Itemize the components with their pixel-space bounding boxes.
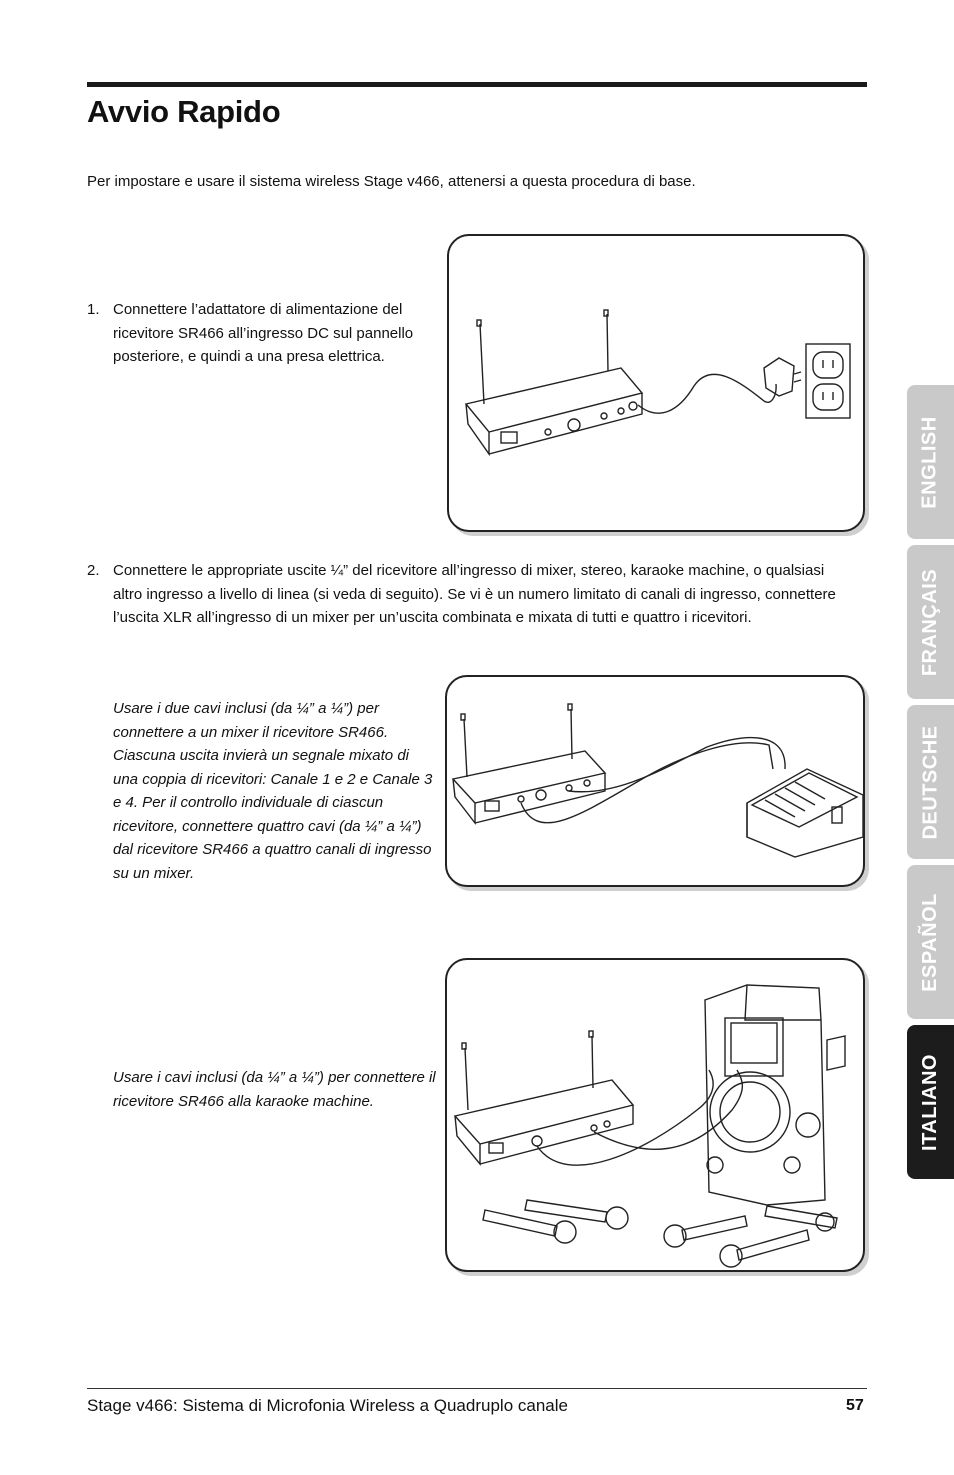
- header-rule: [87, 82, 867, 87]
- karaoke-note: Usare i cavi inclusi (da ¼” a ¼”) per connettere il ricevitore SR466 alla karaoke machine.: [113, 1069, 436, 1110]
- karaoke-connection-illustration: [445, 958, 865, 1272]
- receiver-karaoke-drawing: [447, 960, 863, 1270]
- tab-italiano[interactable]: [907, 1025, 954, 1179]
- power-connection-illustration: [447, 234, 865, 532]
- tab-english[interactable]: [907, 385, 954, 539]
- tab-deutsche[interactable]: [907, 705, 954, 859]
- mixer-connection-illustration: [445, 675, 865, 887]
- step-1-text: Connettere l’adattatore di alimentazione del ricevitore SR466 all’ingresso DC sul pannello posteriore, e quindi a una presa elettrica.: [113, 301, 414, 365]
- step-2-number: 2.: [87, 562, 100, 579]
- tab-italiano-label: ITALIANO: [919, 1053, 942, 1151]
- tab-francais-label: FRANÇAIS: [919, 568, 941, 676]
- tab-deutsche-label: DEUTSCHE: [919, 724, 942, 840]
- tab-espanol[interactable]: [907, 865, 954, 1019]
- tab-francais[interactable]: [907, 545, 954, 699]
- mixer-note: Usare i due cavi inclusi (da ¼” a ¼”) per connettere a un mixer il ricevitore SR466. Ciascuna uscita invierà un segnale mixato di una coppia di ricevitori: Canale 1 e 2 e Canale 3 e 4. Per il controllo individuale di ciascun ricevitore, connettere quattro cavi (da ¼” a ¼”) dal ricevitore SR466 a quattro canali di ingresso su un mixer.: [113, 700, 433, 882]
- page-number: 57: [846, 1397, 864, 1414]
- intro-text: Per impostare e usare il sistema wireless Stage v466, attenersi a questa procedura di base.: [87, 173, 696, 190]
- tab-english-label: ENGLISH: [919, 415, 941, 509]
- receiver-mixer-drawing: [447, 677, 863, 885]
- step-1-number: 1.: [87, 301, 100, 318]
- page-title: Avvio Rapido: [87, 94, 281, 129]
- step-2-text: Connettere le appropriate uscite ¼” del ricevitore all’ingresso di mixer, stereo, karaoke machine, o qualsiasi altro ingresso a livello di linea (si veda di seguito). Se vi è un numero limitato di canali di ingresso, connettere l’uscita XLR all’ingresso di un mixer per un’uscita combinata e mixata di tutti e quattro i ricevitori.: [113, 562, 836, 626]
- footer-title: Stage v466: Sistema di Microfonia Wireless a Quadruplo canale: [87, 1396, 568, 1415]
- footer-rule: [87, 1388, 867, 1389]
- tab-espanol-label: ESPAÑOL: [919, 892, 942, 992]
- receiver-power-drawing: [449, 236, 863, 530]
